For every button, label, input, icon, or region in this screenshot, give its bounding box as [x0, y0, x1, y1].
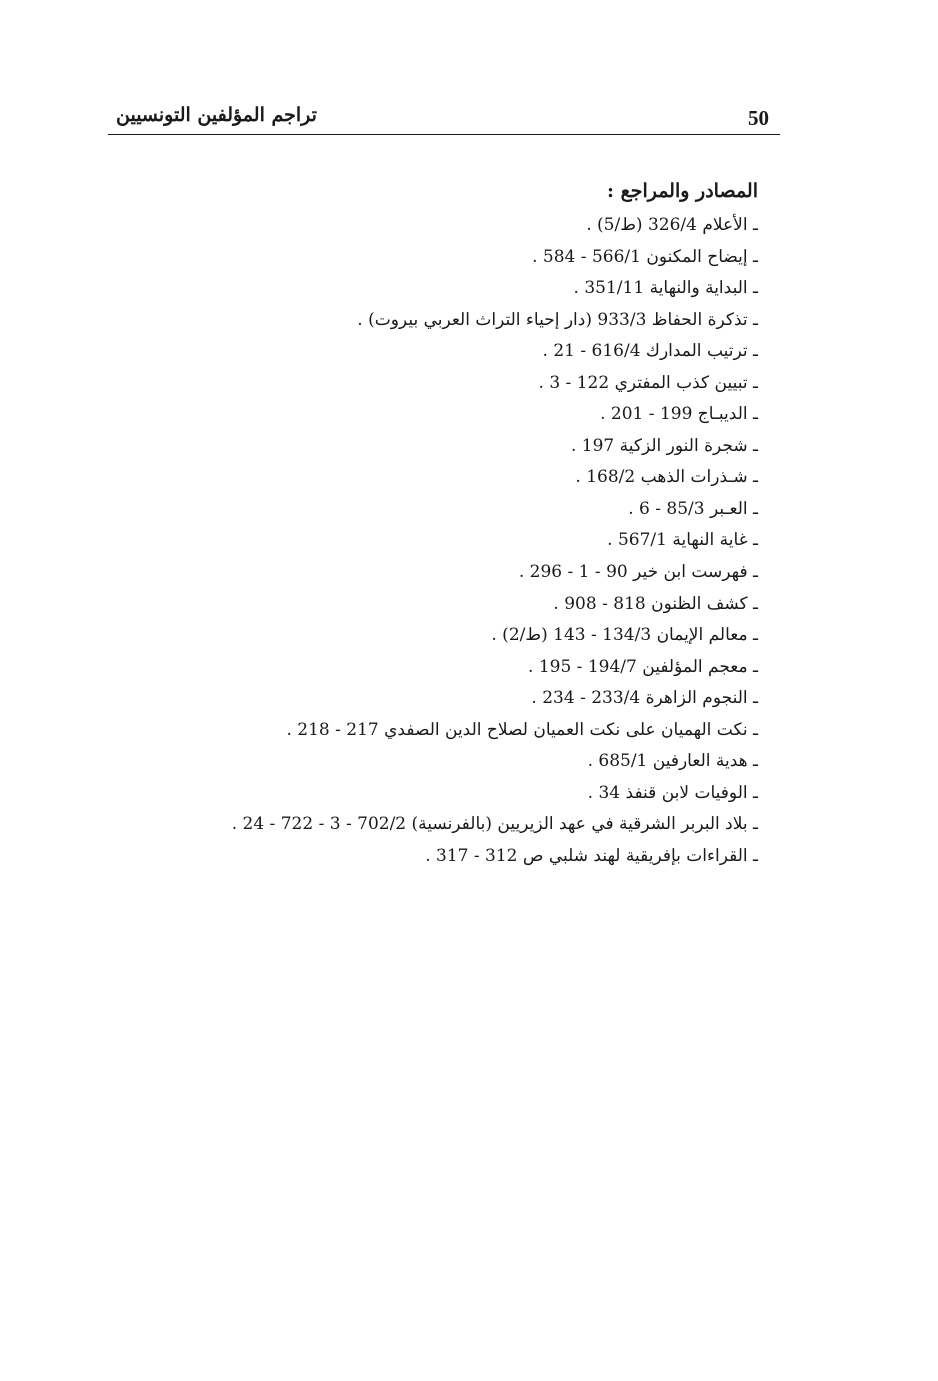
sources-heading: المصادر والمراجع : — [606, 180, 758, 202]
source-item: ـ بلاد البربر الشرقية في عهد الزيريين (بالفرنسية) 702/2 - 3 - 722 - 24 . — [231, 814, 758, 835]
page-number: 50 — [748, 106, 769, 130]
source-item: ـ هدية العارفين 685/1 . — [587, 751, 758, 772]
source-item: ـ معالم الإيمان 134/3 - 143 (ط/2) . — [491, 625, 758, 646]
source-item: ـ شـذرات الذهب 168/2 . — [575, 467, 758, 488]
source-item: ـ النجوم الزاهرة 233/4 - 234 . — [531, 688, 758, 709]
source-item: ـ إيضاح المكنون 566/1 - 584 . — [532, 246, 758, 267]
source-item: ـ غاية النهاية 567/1 . — [607, 530, 758, 551]
source-item: ـ البداية والنهاية 351/11 . — [573, 278, 758, 299]
page-header — [108, 104, 780, 135]
source-list — [138, 210, 758, 872]
source-item: ـ الديبـاج 199 - 201 . — [600, 404, 758, 425]
source-item: ـ العـبر 85/3 - 6 . — [628, 498, 758, 519]
source-item: ـ تذكرة الحفاظ 933/3 (دار إحياء التراث العربي بيروت) . — [357, 309, 758, 330]
source-item: ـ الوفيات لابن قنفذ 34 . — [587, 782, 758, 803]
source-item: ـ معجم المؤلفين 194/7 - 195 . — [528, 656, 758, 677]
source-item: ـ شجرة النور الزكية 197 . — [570, 435, 758, 456]
source-item: ـ تبيين كذب المفتري 122 - 3 . — [538, 372, 758, 393]
running-title: تراجم المؤلفين التونسيين — [116, 104, 317, 126]
source-item: ـ ترتيب المدارك 616/4 - 21 . — [542, 341, 758, 362]
source-item: ـ فهرست ابن خير 90 - 1 - 296 . — [518, 562, 758, 583]
source-item: ـ القراءات بإفريقية لهند شلبي ص 312 - 317 . — [425, 845, 758, 866]
source-item: ـ كشف الظنون 818 - 908 . — [553, 593, 758, 614]
source-item: ـ الأعلام 326/4 (ط/5) . — [586, 215, 758, 235]
source-item: ـ نكت الهميان على نكت العميان لصلاح الدين الصفدي 217 - 218 . — [286, 719, 758, 740]
sources-section — [138, 176, 758, 872]
